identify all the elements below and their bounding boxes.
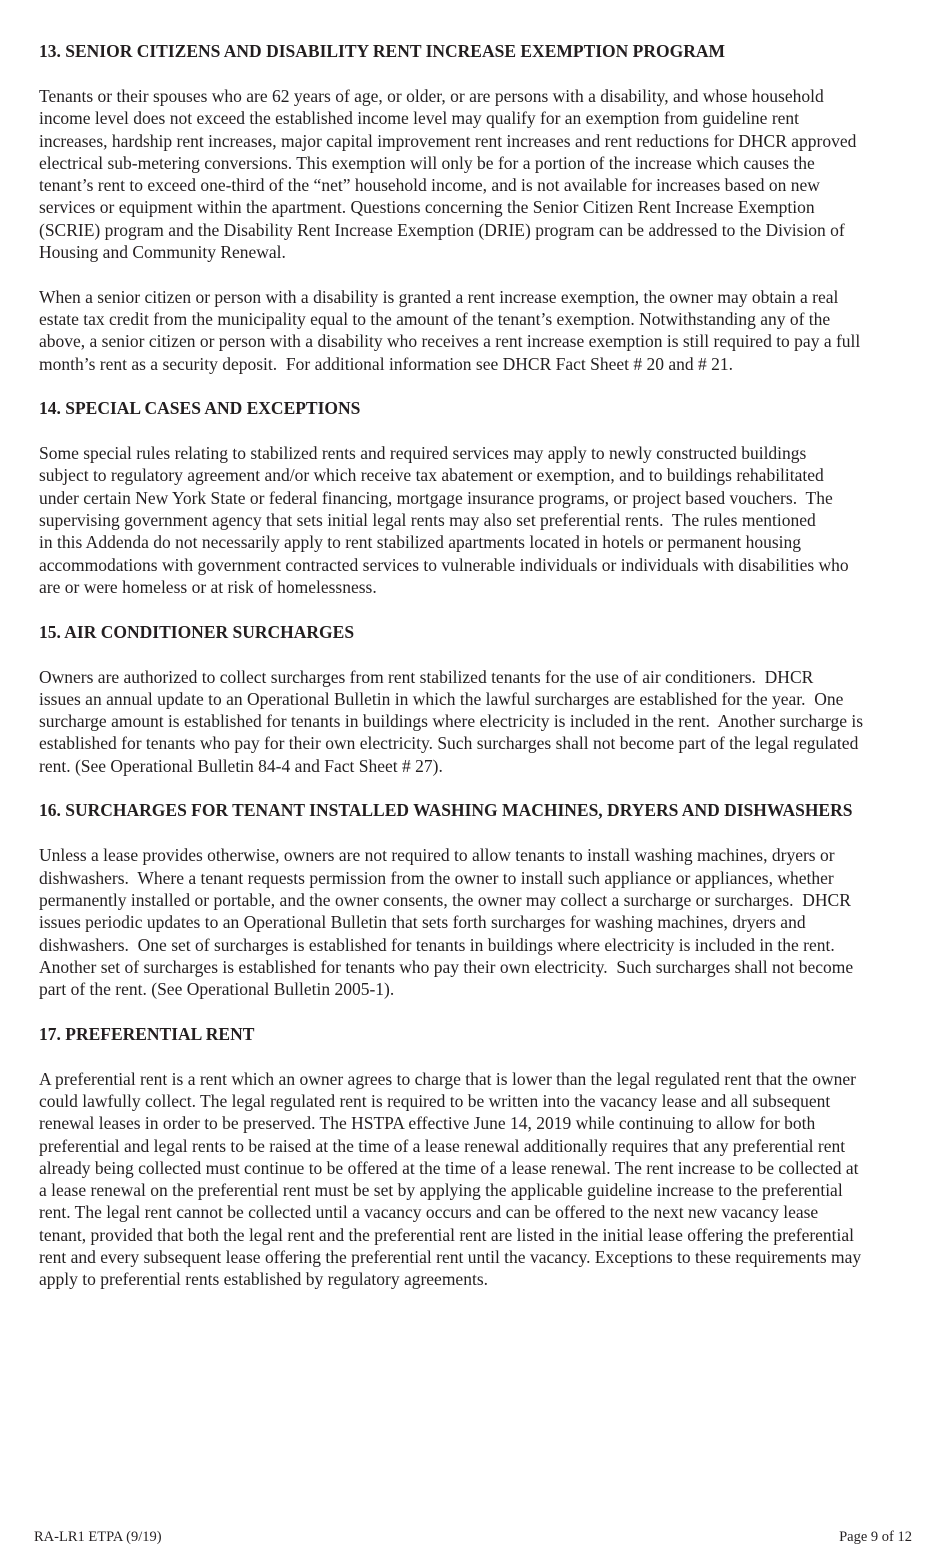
- page-number-footer: Page 9 of 12: [839, 1529, 912, 1545]
- text-line: rent. The legal rent cannot be collected until a vacancy occurs and can be offered to the next new vacancy lease: [39, 1202, 819, 1223]
- section-14: [39, 397, 919, 598]
- text-line: above, a senior citizen or person with a disability who receives a rent increase exemption is still required to pay a full: [39, 331, 861, 352]
- text-line: issues an annual update to an Operational Bulletin in which the lawful surcharges are established for the year. One: [39, 688, 844, 709]
- text-line: already being collected must continue to be offered at the time of a lease renewal. The rent increase to be collected at: [39, 1157, 859, 1178]
- section-heading: 17. PREFERENTIAL RENT: [39, 1023, 255, 1044]
- document-page: [39, 40, 919, 1313]
- text-line: under certain New York State or federal financing, mortgage insurance programs, or project based vouchers. The: [39, 487, 833, 508]
- text-line: issues periodic updates to an Operational Bulletin that sets forth surcharges for washing machines, dryers and: [39, 912, 806, 933]
- section-heading: 13. SENIOR CITIZENS AND DISABILITY RENT INCREASE EXEMPTION PROGRAM: [39, 41, 726, 61]
- text-line: apply to preferential rents established by regulatory agreements.: [39, 1269, 489, 1290]
- text-line: Some special rules relating to stabilized rents and required services may apply to newly constructed buildings: [39, 443, 807, 464]
- text-line: accommodations with government contracted services to vulnerable individuals or individuals with disabilities who: [39, 554, 849, 575]
- text-line: When a senior citizen or person with a disability is granted a rent increase exemption, the owner may obtain a real: [39, 286, 839, 307]
- section-15: [39, 621, 919, 777]
- text-line: rent. (See Operational Bulletin 84-4 and Fact Sheet # 27).: [39, 755, 443, 776]
- text-line: increases, hardship rent increases, major capital improvement rent increases and rent reductions for DHCR approved: [39, 130, 857, 151]
- text-line: preferential and legal rents to be raised at the time of a lease renewal additionally requires that any preferential rent: [39, 1135, 846, 1156]
- text-line: A preferential rent is a rent which an owner agrees to charge that is lower than the legal regulated rent that the owner: [39, 1068, 856, 1089]
- text-line: tenant, provided that both the legal rent and the preferential rent are listed in the initial lease offering the preferential: [39, 1224, 855, 1245]
- text-line: Housing and Community Renewal.: [39, 242, 286, 263]
- section-17: [39, 1023, 919, 1291]
- paragraph: [39, 442, 919, 598]
- text-line: month’s rent as a security deposit. For additional information see DHCR Fact Sheet # 20 and # 21.: [39, 353, 734, 374]
- text-line: rent and every subsequent lease offering the preferential rent until the vacancy. Exceptions to these requirements may: [39, 1247, 862, 1268]
- text-line: tenant’s rent to exceed one-third of the “net” household income, and is not available for increases based on new: [39, 175, 820, 196]
- section-13: [39, 40, 919, 375]
- text-line: (SCRIE) program and the Disability Rent Increase Exemption (DRIE) program can be addressed to the Division of: [39, 219, 845, 240]
- text-line: could lawfully collect. The legal regulated rent is required to be written into the vacancy lease and all subsequent: [39, 1090, 831, 1111]
- text-line: a lease renewal on the preferential rent must be set by applying the applicable guideline increase to the preferential: [39, 1180, 843, 1201]
- text-line: in this Addenda do not necessarily apply to rent stabilized apartments located in hotels or permanent housing: [39, 532, 802, 553]
- text-line: Another set of surcharges is established for tenants who pay their own electricity. Such surcharges shall not become: [39, 956, 854, 977]
- paragraph: [39, 666, 919, 777]
- text-line: established for tenants who pay for their own electricity. Such surcharges shall not become part of the legal regulated: [39, 733, 859, 754]
- text-line: dishwashers. Where a tenant requests permission from the owner to install such appliance or appliances, whether: [39, 867, 834, 888]
- text-line: Tenants or their spouses who are 62 years of age, or older, or are persons with a disability, and whose household: [39, 86, 824, 106]
- section-16: [39, 799, 919, 1000]
- text-line: Unless a lease provides otherwise, owners are not required to allow tenants to install washing machines, dryers or: [39, 845, 835, 866]
- section-heading: 15. AIR CONDITIONER SURCHARGES: [39, 621, 355, 642]
- paragraph: [39, 85, 919, 263]
- form-id-footer: RA-LR1 ETPA (9/19): [34, 1529, 162, 1545]
- section-heading: 16. SURCHARGES FOR TENANT INSTALLED WASHING MACHINES, DRYERS AND DISHWASHERS: [39, 800, 853, 821]
- text-line: electrical sub-metering conversions. This exemption will only be for a portion of the increase which causes the: [39, 152, 815, 173]
- paragraph: [39, 844, 919, 1000]
- text-line: services or equipment within the apartment. Questions concerning the Senior Citizen Rent Increase Exemption: [39, 197, 815, 218]
- paragraph: [39, 1068, 919, 1291]
- text-line: are or were homeless or at risk of homelessness.: [39, 576, 377, 597]
- text-line: dishwashers. One set of surcharges is established for tenants in buildings where electricity is included in the rent.: [39, 934, 835, 955]
- section-heading: 14. SPECIAL CASES AND EXCEPTIONS: [39, 398, 361, 419]
- text-line: supervising government agency that sets initial legal rents may also set preferential rents. The rules mentioned: [39, 510, 816, 531]
- text-line: income level does not exceed the established income level may qualify for an exemption from guideline rent: [39, 108, 800, 129]
- text-line: subject to regulatory agreement and/or which receive tax abatement or exemption, and to buildings rehabilitated: [39, 465, 824, 486]
- paragraph: [39, 286, 919, 375]
- text-line: part of the rent. (See Operational Bulletin 2005-1).: [39, 979, 395, 1000]
- text-line: permanently installed or portable, and the owner consents, the owner may collect a surcharge or surcharges. DHCR: [39, 889, 851, 910]
- text-line: surcharge amount is established for tenants in buildings where electricity is included in the rent. Another surcharge is: [39, 711, 864, 732]
- text-line: estate tax credit from the municipality equal to the amount of the tenant’s exemption. Notwithstanding any of the: [39, 308, 831, 329]
- text-line: Owners are authorized to collect surcharges from rent stabilized tenants for the use of air conditioners. DHCR: [39, 666, 814, 687]
- text-line: renewal leases in order to be preserved. The HSTPA effective June 14, 2019 while continuing to allow for both: [39, 1113, 816, 1134]
